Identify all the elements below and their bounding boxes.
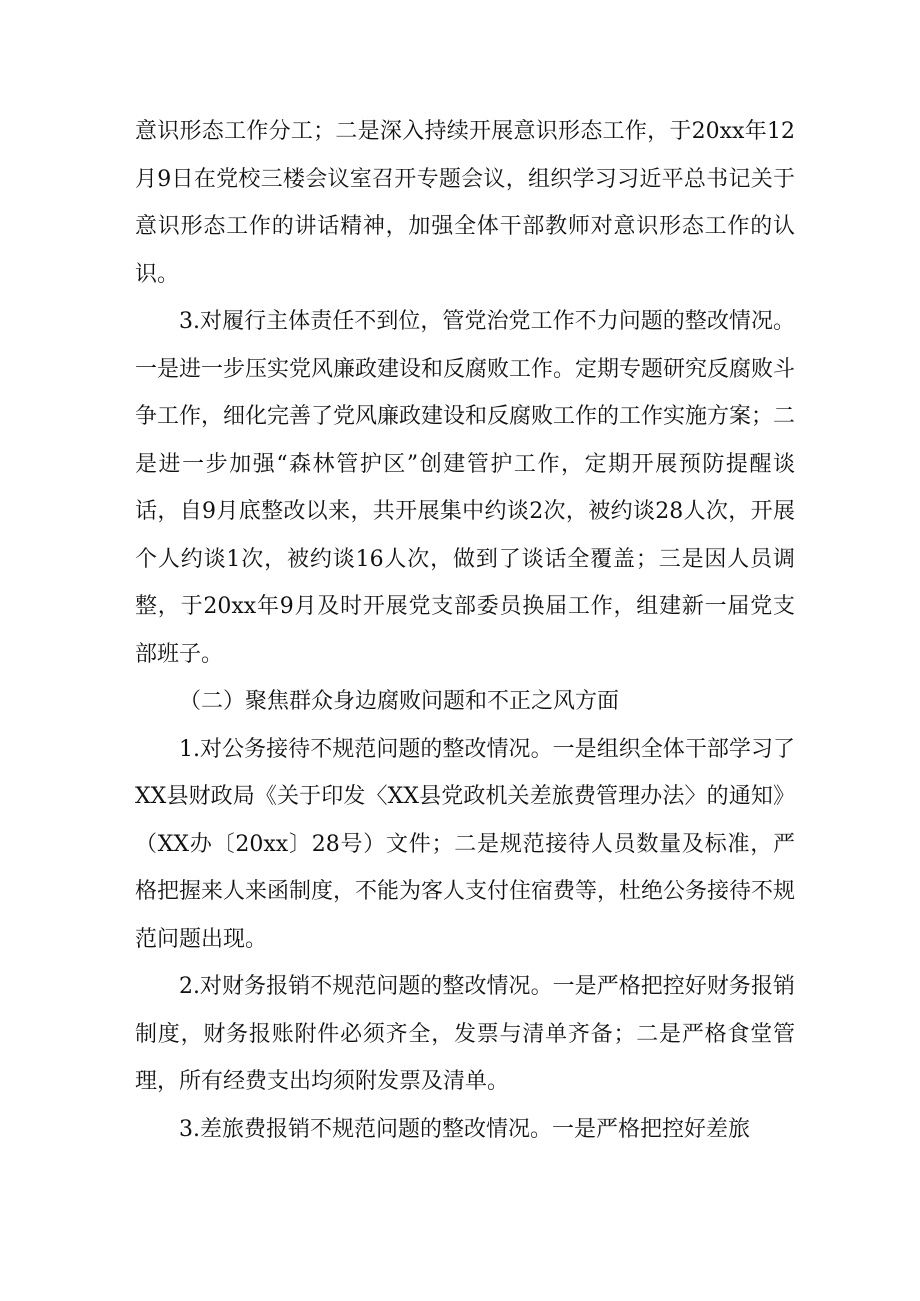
paragraph-financial-reimbursement: 2.对财务报销不规范问题的整改情况。一是严格把控好财务报销制度，财务报账附件必须齐全，发票与清单齐备；二是严格食堂管理，所有经费支出均须附发票及清单。 — [135, 974, 795, 1094]
paragraph-official-reception: 1.对公务接待不规范问题的整改情况。一是组织全体干部学习了XX县财政局《关于印发〈XX县党政机关差旅费管理办法〉的通知》（XX办〔20xx〕28号）文件；二是规范接待人员数量及标准，严格把握来人来函制度，不能为客人支付住宿费等，杜绝公务接待不规范问题出现。 — [135, 736, 796, 952]
document-page — [135, 108, 795, 1153]
paragraph-ideology-work: 意识形态工作分工；二是深入持续开展意识形态工作，于20xx年12月9日在党校三楼会议室召开专题会议，组织学习习近平总书记关于意识形态工作的讲话精神，加强全体干部教师对意识形态工作的认识。 — [135, 119, 795, 287]
paragraph-travel-expenses: 3.差旅费报销不规范问题的整改情况。一是严格把控好差旅 — [179, 1116, 750, 1142]
paragraph-main-responsibility: 3.对履行主体责任不到位，管党治党工作不力问题的整改情况。一是进一步压实党风廉政建设和反腐败工作。定期专题研究反腐败斗争工作，细化完善了党风廉政建设和反腐败工作的工作实施方案；二是进一步加强“森林管护区”创建管护工作，定期开展预防提醒谈话，自9月底整改以来，共开展集中约谈2次，被约谈28人次，开展个人约谈1次，被约谈16人次，做到了谈话全覆盖；三是因人员调整，于20xx年9月及时开展党支部委员换届工作，组建新一届党支部班子。 — [135, 309, 796, 667]
section-heading-corruption: （二）聚焦群众身边腐败问题和不正之风方面 — [179, 689, 620, 714]
